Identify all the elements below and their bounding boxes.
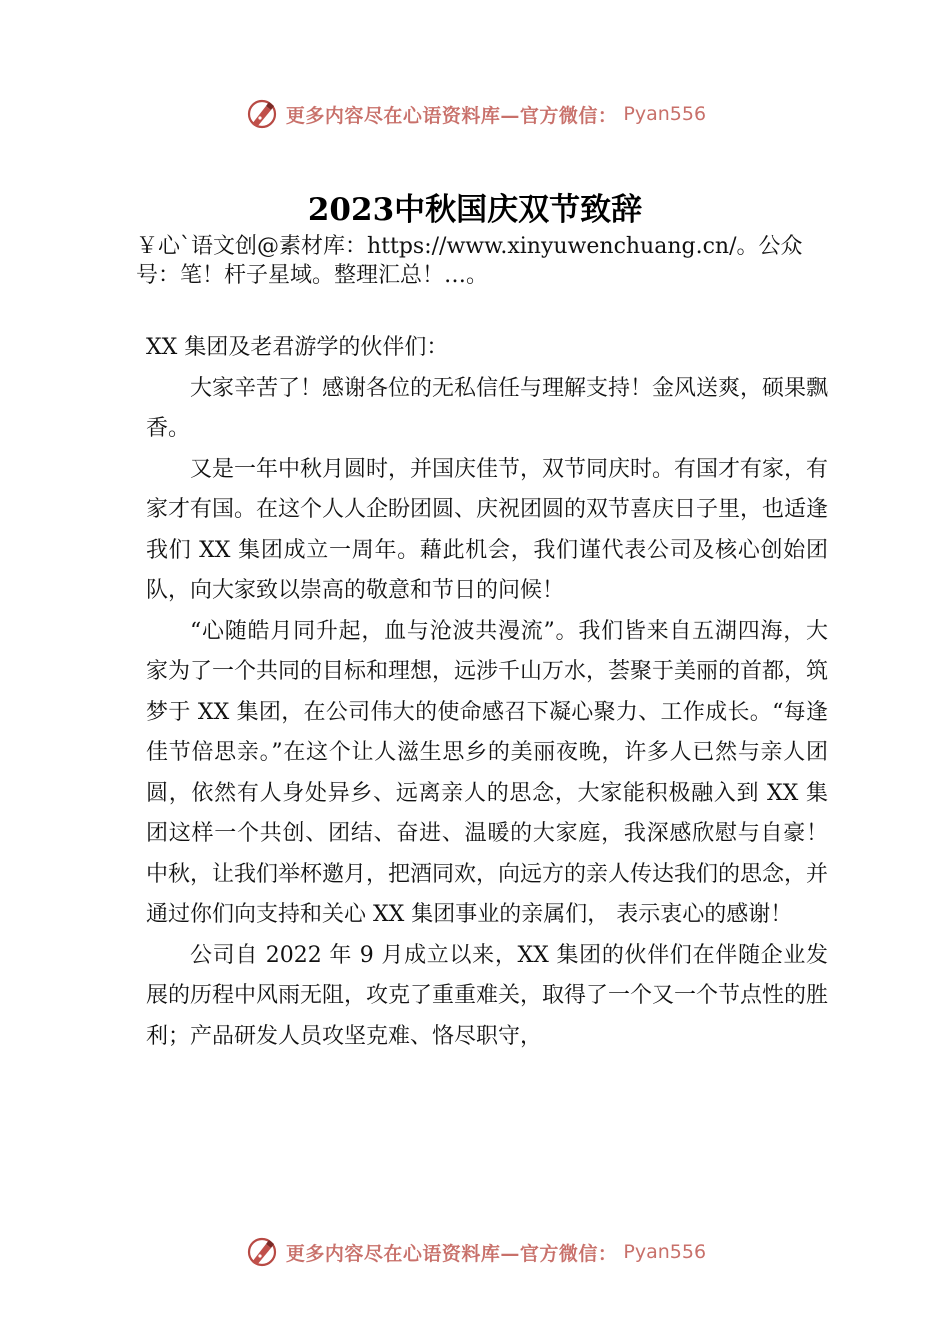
banner-wechat-id: Pyan556	[623, 1241, 707, 1263]
source-line: ￥心`语文创@素材库：https://www.xinyuwenchuang.cn/。公众号：笔！杆子星域。整理汇总！…。	[136, 234, 803, 288]
banner-text: 更多内容尽在心语资料库—官方微信：	[285, 104, 618, 127]
footer-banner	[0, 1232, 950, 1272]
paragraph: 又是一年中秋月圆时，并国庆佳节，双节同庆时。有国才有家，有家才有国。在这个人人企盼团圆、庆祝团圆的双节喜庆日子里，也适逢我们 XX 集团成立一周年。藉此机会，我们谨代表公司及核心创始团队，向大家致以崇高的敬意和节日的问候！	[146, 456, 829, 603]
paragraph: 大家辛苦了！感谢各位的无私信任与理解支持！金风送爽，硕果飘香。	[146, 375, 829, 441]
paragraph: “心随皓月同升起，血与沧波共漫流”。我们皆来自五湖四海，大家为了一个共同的目标和理想，远涉千山万水，荟聚于美丽的首都，筑梦于 XX 集团，在公司伟大的使命感召下凝心聚力、工作成长。“每逢佳节倍思亲。”在这个让人滋生思乡的美丽夜晚，许多人已然与亲人团圆，依然有人身处异乡、远离亲人的思念，大家能积极融入到 XX 集团这样一个共创、团结、奋进、温暖的大家庭，我深感欣慰与自豪！ 中秋，让我们举杯邀月，把酒同欢，向远方的亲人传达我们的思念，并通过你们向支持和关心 XX 集团事业的亲属们， 表示衷心的感谢！	[146, 618, 829, 927]
salutation: XX 集团及老君游学的伙伴们：	[146, 335, 449, 360]
header-banner	[0, 94, 950, 134]
banner-text: 更多内容尽在心语资料库—官方微信：	[285, 1242, 618, 1265]
paragraph: 公司自 2022 年 9 月成立以来，XX 集团的伙伴们在伴随企业发展的历程中风雨无阻，攻克了重重难关，取得了一个又一个节点性的胜利；产品研发人员攻坚克难、恪尽职守，	[146, 942, 829, 1049]
document-body	[146, 328, 828, 1057]
document-title: 2023中秋国庆双节致辞	[307, 192, 643, 228]
pen-nib-logo-icon	[244, 96, 280, 132]
pen-nib-logo-icon	[244, 1234, 280, 1270]
banner-wechat-id: Pyan556	[623, 103, 707, 125]
